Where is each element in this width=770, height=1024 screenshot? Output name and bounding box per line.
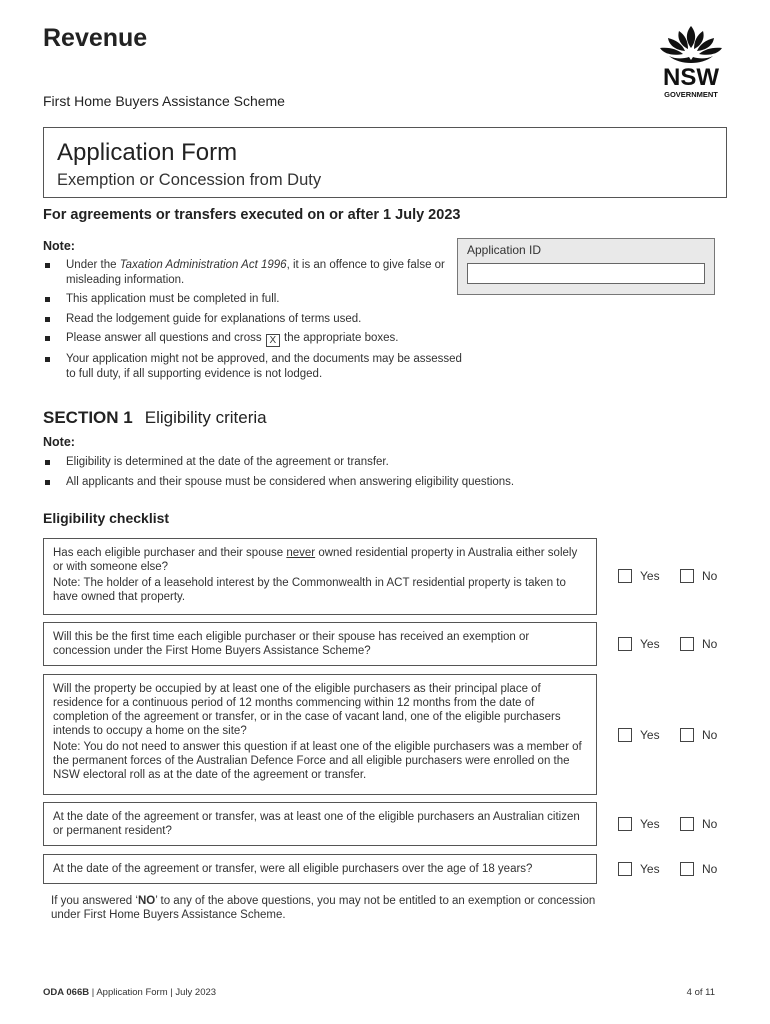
section-note-item: All applicants and their spouse must be considered when answering eligibility questions. (43, 475, 643, 490)
intro-note-item: Your application might not be approved, and the documents may be assessed to full duty, if all supporting evidence is not lodged. (43, 352, 463, 381)
yes-checkbox[interactable] (618, 569, 632, 583)
application-id-input[interactable] (467, 263, 705, 284)
logo-subtext: GOVERNMENT (664, 90, 718, 99)
question-3-text: Will the property be occupied by at least one of the eligible purchasers as their principal place of residence for a continuous period of 12 months commencing within 12 months from the date of completion of the agreement or transfer, or in the case of vacant land, one of the eligible purchasers intends to occupy a home on the site? (53, 683, 561, 737)
logo-text: NSW (663, 64, 719, 91)
no-checkbox[interactable] (680, 817, 694, 831)
question-1-no[interactable]: No (680, 569, 717, 583)
question-1-text: Has each eligible purchaser and their spouse never owned residential property in Australia either solely or with someone else? (53, 547, 578, 573)
cross-example-box: X (266, 334, 280, 347)
footer-reference: ODA 066B | Application Form | July 2023 (43, 987, 217, 998)
section-heading (43, 408, 267, 428)
question-4-no[interactable]: No (680, 817, 717, 831)
question-1-yes[interactable]: Yes (618, 569, 660, 583)
application-form-header (43, 127, 727, 198)
question-5-yes[interactable]: Yes (618, 862, 660, 876)
question-4-text: At the date of the agreement or transfer, was at least one of the eligible purchasers an Australian citizen or permanent resident? (53, 811, 580, 837)
act-name: Taxation Administration Act 1996 (119, 259, 287, 271)
question-2-box (43, 622, 597, 666)
question-5-box (43, 854, 597, 884)
application-id-label: Application ID (467, 243, 542, 257)
question-2-no[interactable]: No (680, 637, 717, 651)
section-number: SECTION 1 (43, 408, 133, 427)
scheme-name: First Home Buyers Assistance Scheme (43, 93, 285, 109)
section-title: Eligibility criteria (144, 408, 267, 427)
intro-note-heading: Note: (43, 239, 75, 253)
form-subtitle: Exemption or Concession from Duty (57, 171, 322, 189)
question-2-text: Will this be the first time each eligible purchaser or their spouse has received an exemption or concession under the First Home Buyers Assistance Scheme? (53, 631, 530, 657)
footer-form-name: Application Form (96, 987, 168, 998)
question-4-yes[interactable]: Yes (618, 817, 660, 831)
form-code: ODA 066B (43, 987, 90, 998)
no-checkbox[interactable] (680, 862, 694, 876)
intro-note-item: Read the lodgement guide for explanations of terms used. (43, 312, 463, 327)
yes-checkbox[interactable] (618, 817, 632, 831)
eligibility-warning: If you answered ‘NO’ to any of the above questions, you may not be entitled to an exemption or concession under First Home Buyers Assistance Scheme. (51, 895, 596, 921)
question-5-no[interactable]: No (680, 862, 717, 876)
question-2-yes[interactable]: Yes (618, 637, 660, 651)
footer-date: July 2023 (175, 987, 217, 998)
form-title: Application Form (57, 139, 238, 166)
no-checkbox[interactable] (680, 637, 694, 651)
question-3-box (43, 674, 597, 795)
no-checkbox[interactable] (680, 728, 694, 742)
question-1-box (43, 538, 597, 615)
no-checkbox[interactable] (680, 569, 694, 583)
page-number: 4 of 11 (686, 987, 715, 998)
question-1-note: Note: The holder of a leasehold interest by the Commonwealth in ACT residential property is taken to have owned that property. (53, 577, 566, 603)
yes-checkbox[interactable] (618, 862, 632, 876)
question-3-note: Note: You do not need to answer this question if at least one of the eligible purchasers was a member of the permanent forces of the Australian Defence Force and all eligible purchasers were enrolled on the NSW electoral roll as at the date of the agreement or transfer. (53, 741, 582, 781)
intro-note-item: Please answer all questions and cross X the appropriate boxes. (43, 331, 463, 347)
question-4-box (43, 802, 597, 846)
question-3-no[interactable]: No (680, 728, 717, 742)
nsw-government-logo (655, 24, 727, 100)
checklist-heading: Eligibility checklist (43, 510, 170, 526)
yes-checkbox[interactable] (618, 728, 632, 742)
section-note-heading: Note: (43, 435, 75, 449)
agency-title: Revenue (43, 24, 148, 52)
application-id-panel (457, 238, 715, 295)
question-5-text: At the date of the agreement or transfer, were all eligible purchasers over the age of 18 years? (53, 863, 533, 875)
agreements-heading: For agreements or transfers executed on or after 1 July 2023 (43, 207, 461, 223)
intro-notes-list (43, 258, 463, 386)
intro-note-item: This application must be completed in full. (43, 292, 463, 307)
question-3-yes[interactable]: Yes (618, 728, 660, 742)
yes-checkbox[interactable] (618, 637, 632, 651)
intro-note-item: Under the Taxation Administration Act 1996, it is an offence to give false or misleading information. (43, 258, 463, 287)
section-note-item: Eligibility is determined at the date of the agreement or transfer. (43, 455, 643, 470)
section-notes-list (43, 455, 643, 494)
